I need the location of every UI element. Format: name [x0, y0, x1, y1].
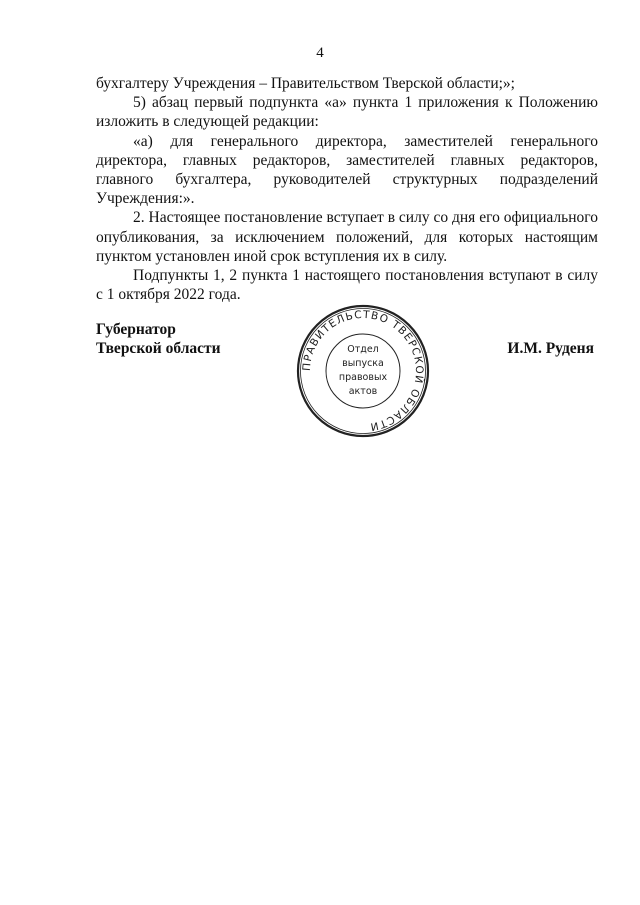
seal-outer-ring — [298, 306, 428, 436]
paragraph-effective-date: 2. Настоящее постановление вступает в силу со дня его официального опубликования, за исключением положений, для которых настоящим пунктом установлен иной срок вступления их в силу. — [96, 209, 598, 265]
seal-center-line-4: актов — [348, 386, 378, 397]
seal-center-line-3: правовых — [338, 372, 388, 383]
seal-center-line-2: выпуска — [342, 358, 384, 369]
seal-center-line-1: Отдел — [347, 344, 379, 355]
official-seal — [296, 304, 430, 438]
seal-ring-text: ПРАВИТЕЛЬСТВО ТВЕРСКОЙ ОБЛАСТИ — [300, 308, 426, 433]
paragraph-quoted-edit: «а) для генерального директора, заместителей генерального директора, главных редакторов, заместителей главных редакторов, главного бухгалтера, руководителей структурных подразделений Учреждения:». — [96, 132, 598, 208]
signatory-position — [96, 320, 221, 358]
seal-graphic — [296, 304, 430, 438]
signatory-region: Тверской области — [96, 340, 221, 357]
page-number: 4 — [316, 45, 324, 61]
document-body — [96, 74, 598, 304]
paragraph-subpoints-effective: Подпункты 1, 2 пункта 1 настоящего постановления вступают в силу с 1 октября 2022 года. — [96, 267, 598, 304]
signatory-title: Губернатор — [96, 321, 176, 338]
paragraph-continuation: бухгалтеру Учреждения – Правительством Тверской области;»; — [96, 75, 515, 92]
paragraph-item-5: 5) абзац первый подпункта «а» пункта 1 приложения к Положению изложить в следующей редакции: — [96, 94, 598, 131]
signatory-name: И.М. Руденя — [507, 340, 594, 357]
